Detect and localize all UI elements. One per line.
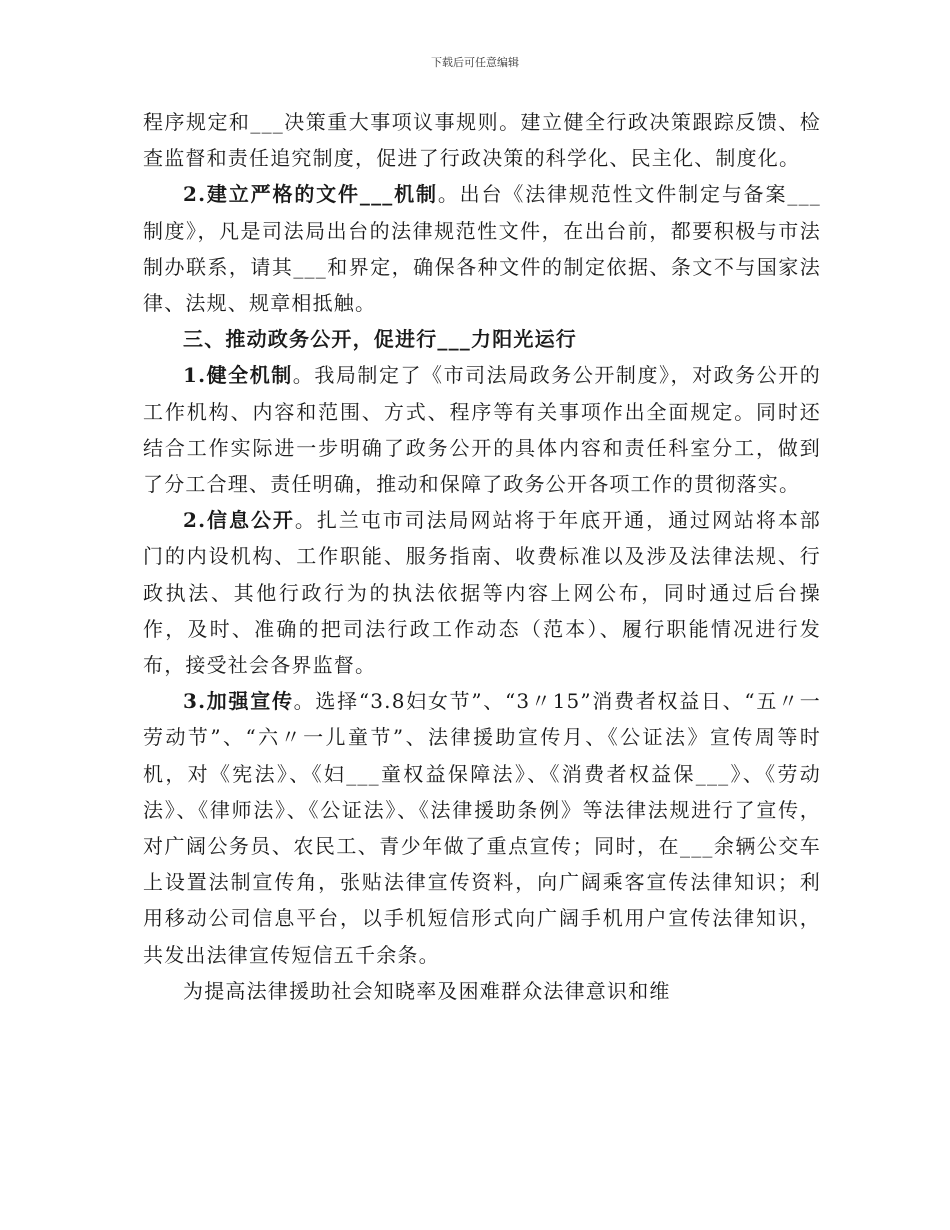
section-heading-3: 三、推动政务公开，促进行___力阳光运行 (183, 327, 577, 352)
paragraph-2-text: 。出台《法律规范性文件制定与备案___制度》，凡是司法局出台的法律规范性文件，在出台前，都要积极与市法制办联系，请其___和界定，确保各种文件的制定依据、条文不与国家法律、法规、规章相抵触。 (143, 182, 821, 316)
paragraph-4-heading: 2.信息公开 (183, 508, 295, 533)
paragraph-2 (143, 176, 821, 321)
paragraph-5-text: 。选择“3.8妇女节”、“3〃15”消费者权益日、“五〃一劳动节”、“六〃一儿童节”、法律援助宣传月、《公证法》宣传周等时机，对《宪法》、《妇___童权益保障法》、《消费者权益保___》、《劳动法》、《律师法》、《公证法》、《法律援助条例》等法律法规进行了宣传，对广阔公务员、农民工、青少年做了重点宣传；同时，在___余辆公交车上设置法制宣传角，张贴法律宣传资料，向广阔乘客宣传法律知识；利用移动公司信息平台，以手机短信形式向广阔手机用户宣传法律知识，共发出法律宣传短信五千余条。 (143, 689, 821, 967)
paragraph-6: 为提高法律援助社会知晓率及困难群众法律意识和维 (183, 978, 671, 1003)
paragraph-2-heading: 2.建立严格的文件___机制 (183, 182, 438, 207)
paragraph-3-heading: 1.健全机制 (183, 363, 293, 388)
paragraph-3-text: 。我局制定了《市司法局政务公开制度》，对政务公开的工作机构、内容和范围、方式、程序等有关事项作出全面规定。同时还结合工作实际进一步明确了政务公开的具体内容和责任科室分工，做到了分工合理、责任明确，推动和保障了政务公开各项工作的贯彻落实。 (143, 363, 821, 497)
paragraph-4 (143, 502, 821, 683)
paragraph-5 (143, 683, 821, 973)
page-header: 下载后可任意编辑 (431, 56, 519, 69)
paragraph-4-text: 。扎兰屯市司法局网站将于年底开通，通过网站将本部门的内设机构、工作职能、服务指南、收费标准以及涉及法律法规、行政执法、其他行政行为的执法依据等内容上网公布，同时通过后台操作，及时、准确的把司法行政工作动态（范本）、履行职能情况进行发布，接受社会各界监督。 (143, 508, 821, 678)
paragraph-3 (143, 357, 821, 502)
paragraph-1: 程序规定和___决策重大事项议事规则。建立健全行政决策跟踪反馈、检查监督和责任追究制度，促进了行政决策的科学化、民主化、制度化。 (143, 110, 821, 171)
document-body (143, 104, 821, 1009)
paragraph-5-heading: 3.加强宣传 (183, 689, 294, 714)
